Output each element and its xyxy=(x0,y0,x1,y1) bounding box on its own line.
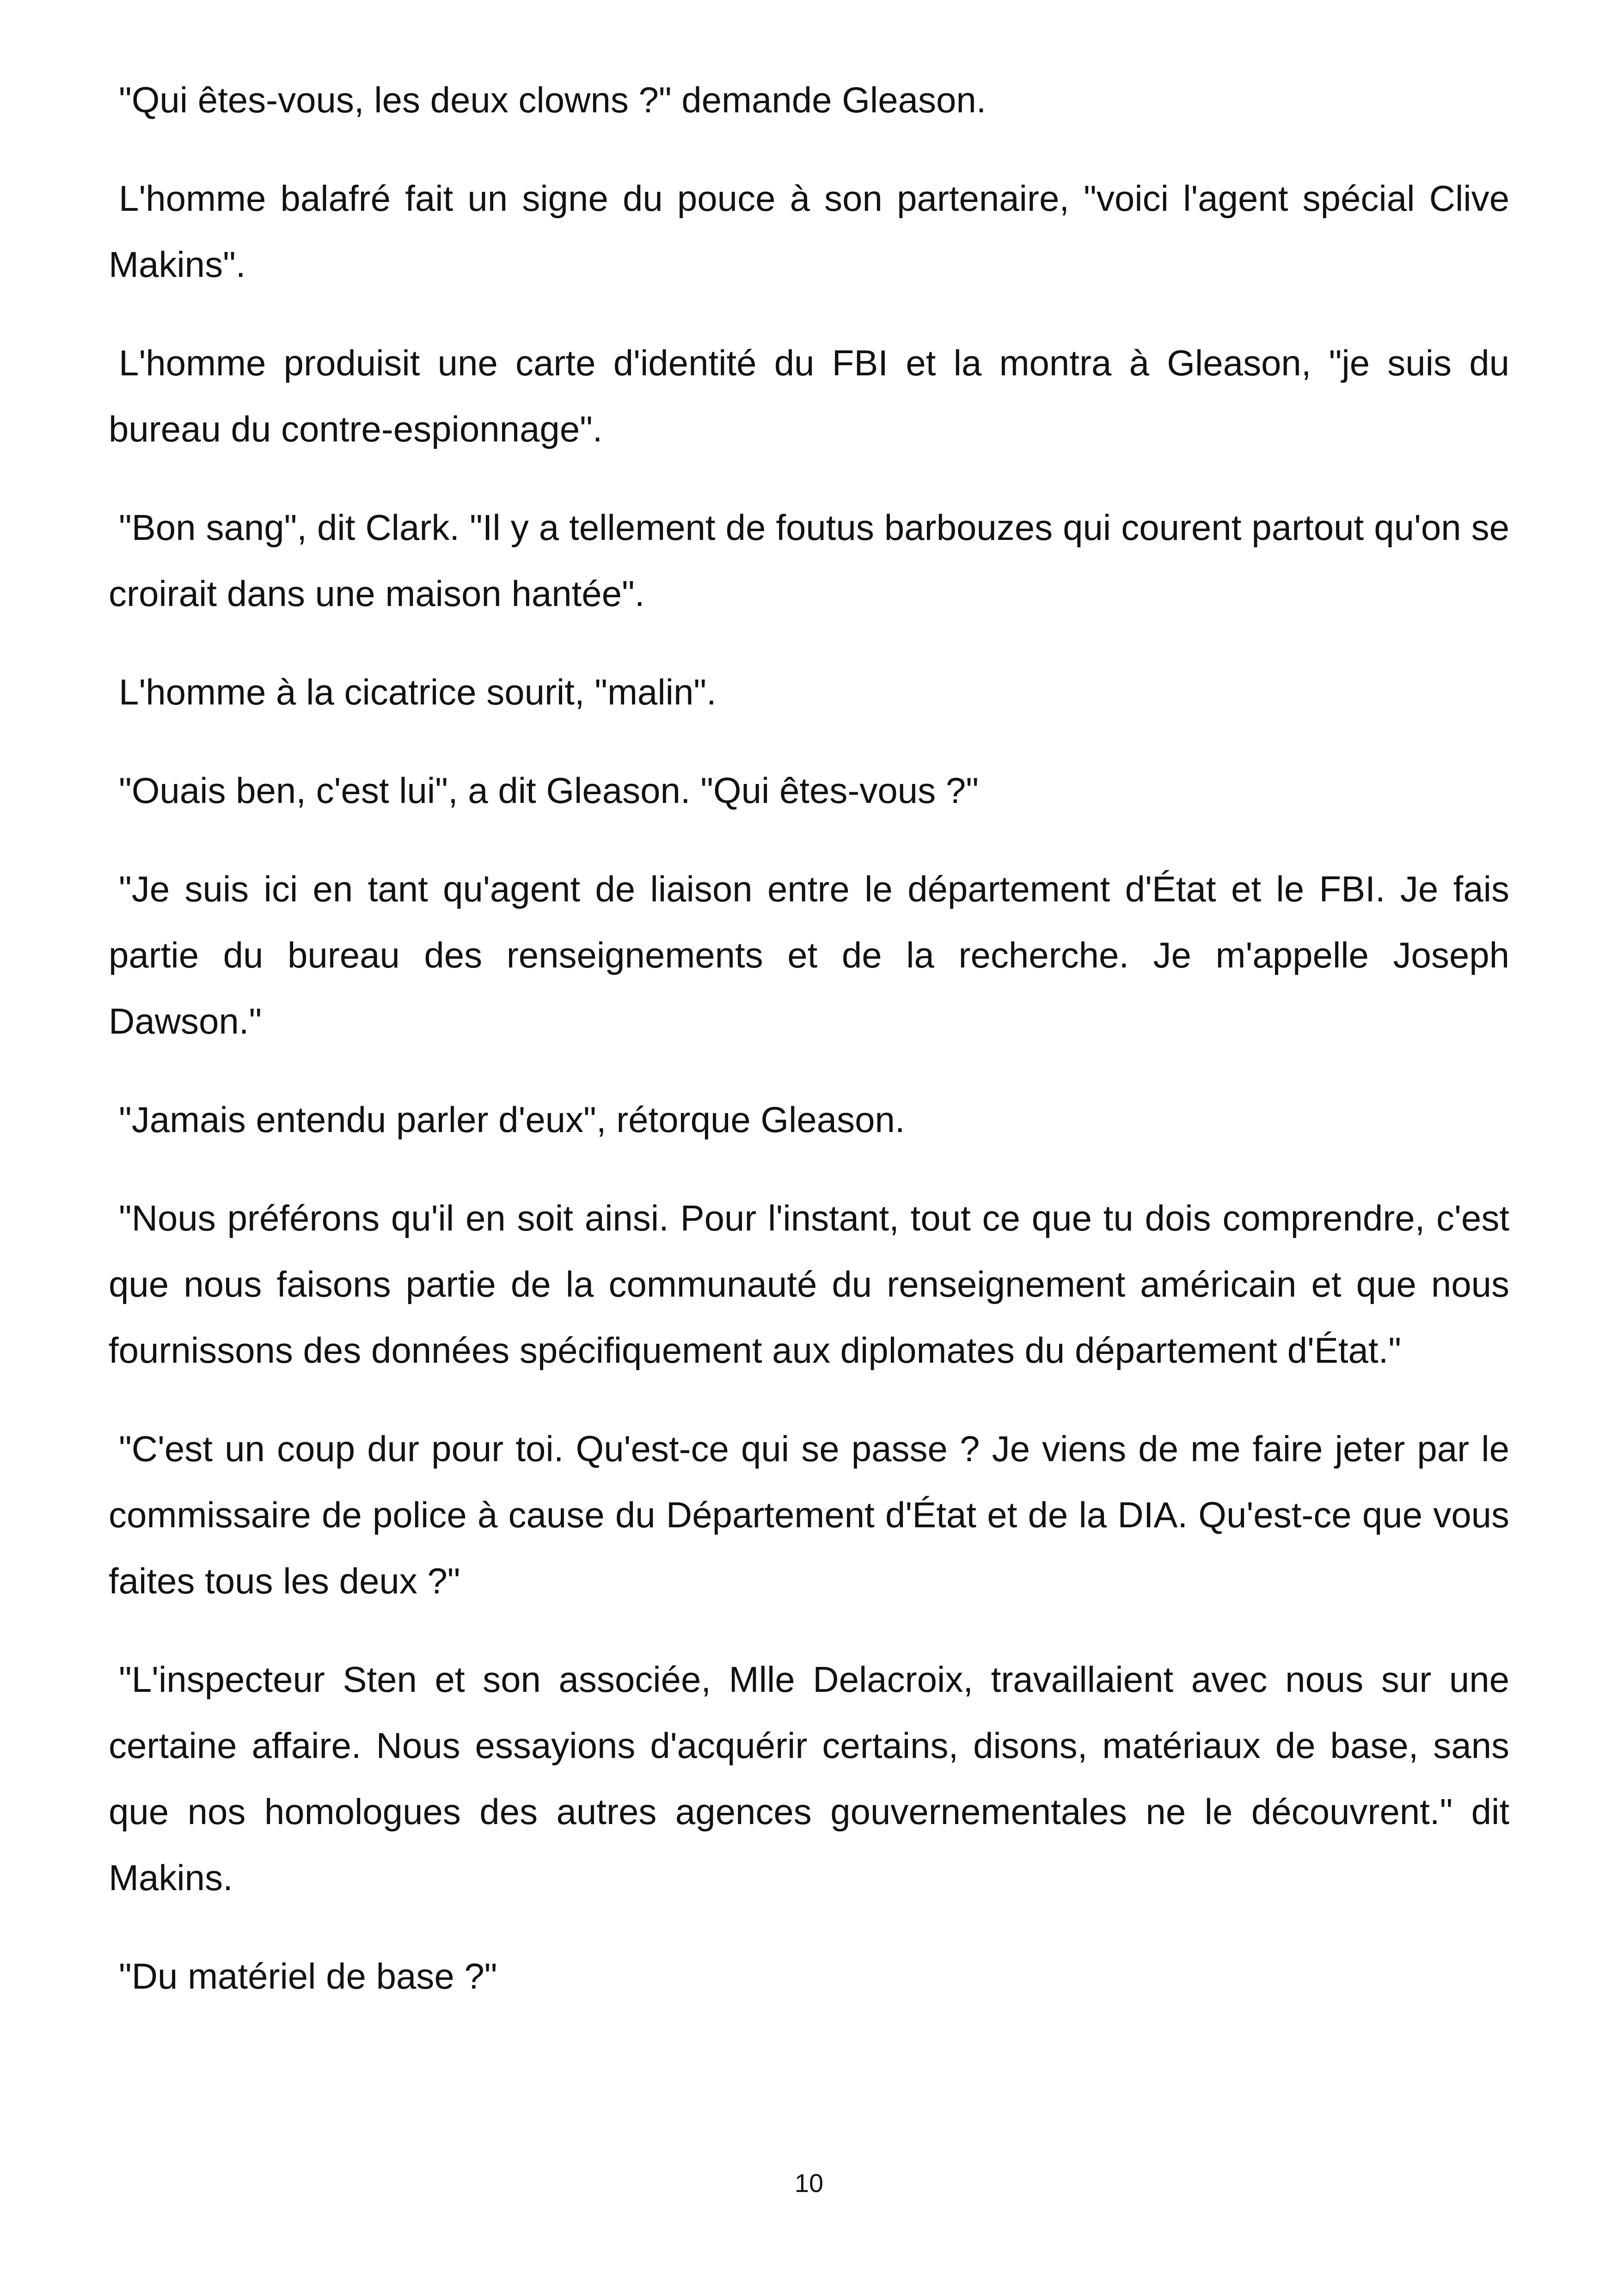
paragraph: "Bon sang", dit Clark. "Il y a tellement de foutus barbouzes qui courent partout qu'on se croirait dans une maison hantée". xyxy=(109,507,1509,614)
paragraph: L'homme à la cicatrice sourit, "malin". xyxy=(119,672,717,712)
page-number: 10 xyxy=(794,2168,824,2198)
paragraph: L'homme balafré fait un signe du pouce à son partenaire, "voici l'agent spécial Clive Makins". xyxy=(109,178,1509,285)
paragraph: "Ouais ben, c'est lui", a dit Gleason. "Qui êtes-vous ?" xyxy=(119,770,979,811)
paragraph: "L'inspecteur Sten et son associée, Mlle Delacroix, travaillaient avec nous sur une certaine affaire. Nous essayions d'acquérir certains, disons, matériaux de base, sans que nos homologues des autres agences gouvernementales ne le découvrent." dit Makins. xyxy=(109,1659,1509,1898)
paragraph: "Jamais entendu parler d'eux", rétorque Gleason. xyxy=(119,1099,905,1140)
paragraph: "Je suis ici en tant qu'agent de liaison entre le département d'État et le FBI. Je fais partie du bureau des renseignements et de la recherche. Je m'appelle Joseph Dawson." xyxy=(109,869,1509,1041)
paragraph: "Nous préférons qu'il en soit ainsi. Pour l'instant, tout ce que tu dois comprendre, c'est que nous faisons partie de la communauté du renseignement américain et que nous fournissons des données spécifiquement aux diplomates du département d'État." xyxy=(109,1198,1509,1371)
paragraph: "Qui êtes-vous, les deux clowns ?" demande Gleason. xyxy=(119,80,987,120)
paragraph: L'homme produisit une carte d'identité du FBI et la montra à Gleason, "je suis du bureau du contre-espionnage". xyxy=(109,343,1509,449)
body-text xyxy=(109,67,1509,2042)
paragraph: "Du matériel de base ?" xyxy=(119,1956,497,1996)
paragraph: "C'est un coup dur pour toi. Qu'est-ce qui se passe ? Je viens de me faire jeter par le commissaire de police à cause du Département d'État et de la DIA. Qu'est-ce que vous faites tous les deux ?" xyxy=(109,1428,1509,1601)
